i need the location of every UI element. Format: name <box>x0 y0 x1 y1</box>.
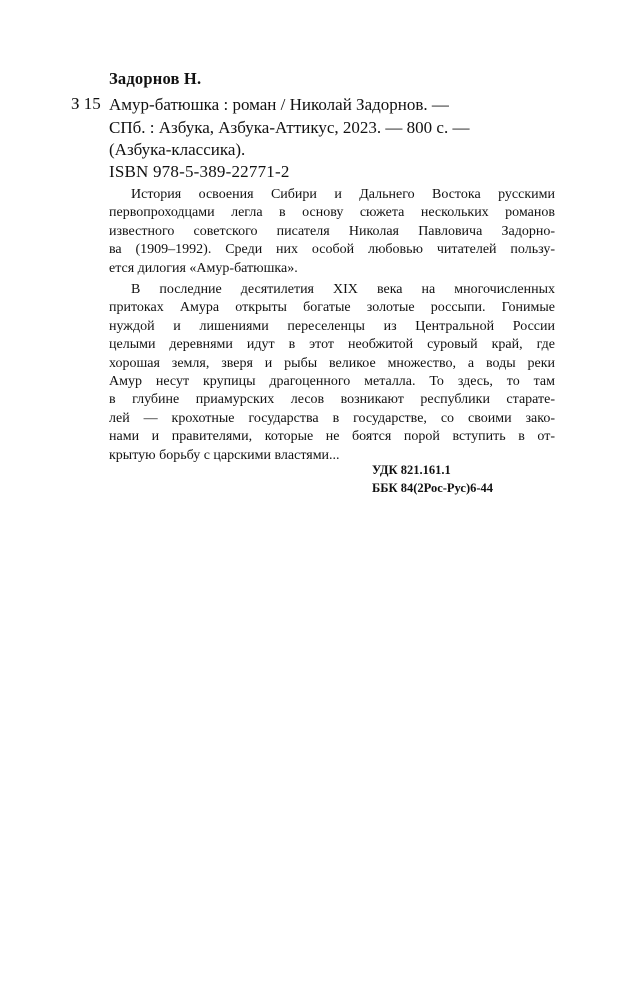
author-cipher: З 15 <box>71 94 101 113</box>
author-heading: Задорнов Н. <box>109 69 202 88</box>
title-line: СПб. : Азбука, Азбука-Аттикус, 2023. — 800 с. — <box>109 117 470 137</box>
annotation-line: Амур несут крупицы драгоценного металла. То здесь, то там <box>109 374 555 390</box>
annotation-line: ва (1909–1992). Среди них особой любовью читателей пользу- <box>109 242 555 258</box>
bibliographic-description <box>109 94 559 162</box>
annotation-line: притоках Амура открыты богатые золотые россыпи. Гонимые <box>109 300 555 316</box>
annotation-line: В последние десятилетия XIX века на многочисленных <box>131 282 555 298</box>
annotation <box>109 186 555 465</box>
annotation-line: История освоения Сибири и Дальнего Востока русскими <box>131 187 555 202</box>
annotation-line: известного советского писателя Николая Павловича Задорно- <box>109 223 555 239</box>
annotation-line: хорошая земля, зверя и рыбы великое множество, а воды реки <box>109 355 555 371</box>
annotation-line: в глубине приамурских лесов возникают республики старате- <box>109 392 555 408</box>
isbn: ISBN 978-5-389-22771-2 <box>109 162 290 181</box>
title-line: (Азбука-классика). <box>109 140 246 159</box>
annotation-line: крытую борьбу с царскими властями... <box>109 447 340 463</box>
bbk-code: ББК 84(2Рос-Рус)6-44 <box>372 481 494 495</box>
annotation-line: нуждой и лишениями переселенцы из Центральной России <box>109 318 555 334</box>
annotation-line: первопроходцами легла в основу сюжета нескольких романов <box>109 205 555 221</box>
annotation-line: целыми деревнями идут в этот необжитой суровый край, где <box>109 337 555 353</box>
annotation-line: нами и правителями, которые не боятся порой вступить в от- <box>109 429 555 445</box>
annotation-line: лей — крохотные государства в государстве, со своими зако- <box>109 410 555 426</box>
title-line: Амур-батюшка : роман / Николай Задорнов. — <box>109 95 449 114</box>
annotation-line: ется дилогия «Амур-батюшка». <box>109 260 298 276</box>
classification-codes <box>372 461 493 497</box>
udk-code: УДК 821.161.1 <box>372 463 451 477</box>
